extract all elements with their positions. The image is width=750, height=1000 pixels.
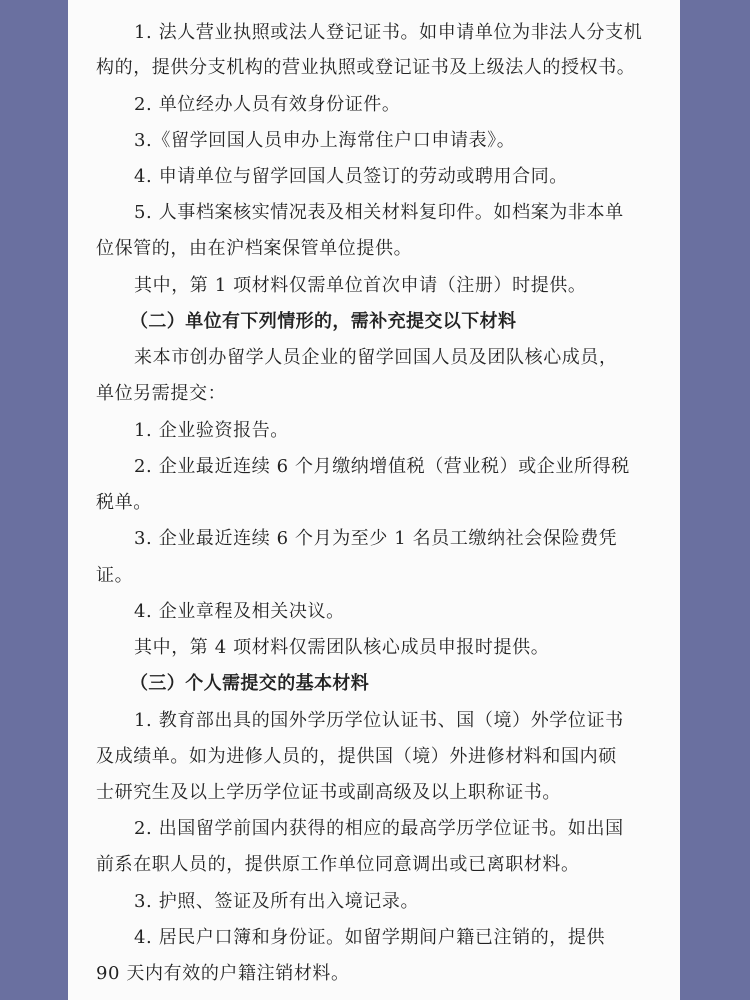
- document-page: [68, 0, 680, 1000]
- text-line: 1. 法人营业执照或法人登记证书。如申请单位为非法人分支机: [134, 22, 643, 43]
- text-line: 其中，第 1 项材料仅需单位首次申请（注册）时提供。: [134, 275, 587, 296]
- text-line: 2. 企业最近连续 6 个月缴纳增值税（营业税）或企业所得税: [134, 456, 630, 477]
- text-line: 4. 企业章程及相关决议。: [134, 601, 345, 622]
- text-line: 及成绩单。如为进修人员的，提供国（境）外进修材料和国内硕: [96, 746, 617, 767]
- text-line: 5. 人事档案核实情况表及相关材料复印件。如档案为非本单: [134, 202, 624, 223]
- text-line: 2. 出国留学前国内获得的相应的最高学历学位证书。如出国: [134, 818, 624, 839]
- text-line: 4. 申请单位与留学回国人员签订的劳动或聘用合同。: [134, 166, 568, 187]
- text-line: 单位另需提交：: [96, 383, 227, 404]
- text-line: 税单。: [96, 492, 152, 513]
- text-line: 士研究生及以上学历学位证书或副高级及以上职称证书。: [96, 782, 561, 803]
- section-heading: （三）个人需提交的基本材料: [130, 673, 370, 694]
- text-line: 来本市创办留学人员企业的留学回国人员及团队核心成员，: [134, 347, 618, 368]
- section-heading: （二）单位有下列情形的，需补充提交以下材料: [130, 311, 517, 332]
- text-line: 3. 护照、签证及所有出入境记录。: [134, 891, 420, 912]
- text-line: 3.《留学回国人员申办上海常住户口申请表》。: [134, 130, 516, 151]
- text-line: 其中，第 4 项材料仅需团队核心成员申报时提供。: [134, 637, 550, 658]
- text-line: 1. 企业验资报告。: [134, 420, 289, 441]
- text-line: 构的，提供分支机构的营业执照或登记证书及上级法人的授权书。: [96, 57, 636, 78]
- text-line: 2. 单位经办人员有效身份证件。: [134, 94, 401, 115]
- text-line: 前系在职人员的，提供原工作单位同意调出或已离职材料。: [96, 854, 580, 875]
- text-line: 证。: [96, 565, 134, 586]
- text-line: 3. 企业最近连续 6 个月为至少 1 名员工缴纳社会保险费凭: [134, 528, 618, 549]
- text-line: 90 天内有效的户籍注销材料。: [96, 963, 350, 984]
- text-line: 4. 居民户口簿和身份证。如留学期间户籍已注销的，提供: [134, 927, 606, 948]
- text-line: 1. 教育部出具的国外学历学位认证书、国（境）外学位证书: [134, 710, 624, 731]
- text-line: 位保管的，由在沪档案保管单位提供。: [96, 238, 413, 259]
